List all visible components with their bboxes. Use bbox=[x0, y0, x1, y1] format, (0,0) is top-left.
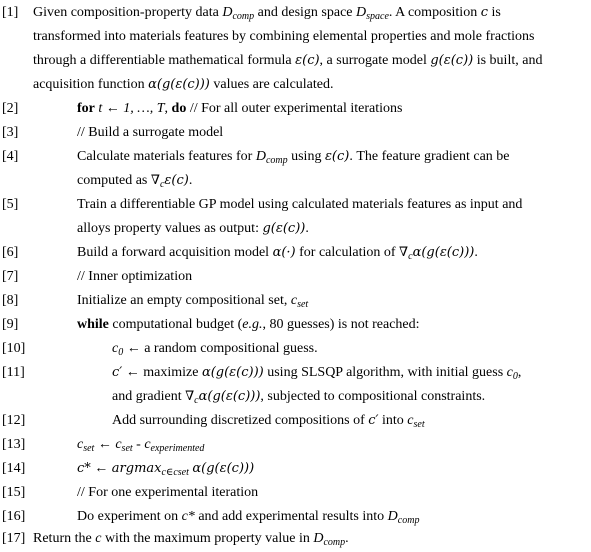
algorithm-line-17 bbox=[0, 528, 591, 552]
line-text: Initialize an empty compositional set, $c_{set}$ bbox=[77, 293, 309, 310]
line-number: [4] bbox=[2, 149, 19, 164]
line-text: $c_0$ ← a random compositional guess. bbox=[112, 341, 318, 358]
line-number: [6] bbox=[2, 245, 19, 260]
algorithm-line-3 bbox=[0, 122, 591, 146]
line-text: // Build a surrogate model bbox=[77, 125, 224, 140]
line-number: [7] bbox=[2, 269, 19, 284]
algorithm-line-15 bbox=[0, 482, 591, 506]
line-text: acquisition function α(g(ε(c))) values are calculated. bbox=[33, 77, 334, 92]
algorithm-line-10 bbox=[0, 338, 591, 362]
line-number: [10] bbox=[2, 341, 26, 356]
line-text: Build a forward acquisition model α(·) for calculation of $\nabla_c\alpha(g(\varepsilon(c)))$. bbox=[77, 245, 478, 262]
line-number: [5] bbox=[2, 197, 19, 212]
line-text: // Inner optimization bbox=[77, 269, 193, 284]
algorithm-line-5-cont bbox=[0, 218, 591, 242]
line-number: [16] bbox=[2, 509, 26, 524]
line-text: Train a differentiable GP model using calculated materials features as input and bbox=[77, 197, 523, 212]
algorithm-line-11 bbox=[0, 362, 591, 386]
line-number: [8] bbox=[2, 293, 19, 308]
line-number: [1] bbox=[2, 5, 19, 20]
algorithm-line-12 bbox=[0, 410, 591, 434]
algorithm-line-16 bbox=[0, 506, 591, 530]
line-text: // For one experimental iteration bbox=[77, 485, 259, 500]
line-text: while computational budget (e.g., 80 guesses) is not reached: bbox=[77, 317, 420, 332]
line-text: Return the c with the maximum property value in $D_{comp}$. bbox=[33, 531, 349, 548]
line-number: [12] bbox=[2, 413, 26, 428]
algorithm-line-2 bbox=[0, 98, 591, 122]
line-number: [13] bbox=[2, 437, 26, 452]
line-text: $c_{set}$ ← $c_{set} - c_{experimented}$ bbox=[77, 437, 205, 454]
line-number: [9] bbox=[2, 317, 19, 332]
algorithm-line-9 bbox=[0, 314, 591, 338]
algorithm-line-8 bbox=[0, 290, 591, 314]
line-text: alloys property values as output: g(ε(c)). bbox=[77, 221, 309, 236]
line-text: computed as $\nabla_c\varepsilon(c)$. bbox=[77, 173, 193, 190]
line-text: c* ← argmax$_{c\in cset}$ α(g(ε(c))) bbox=[77, 461, 255, 478]
line-number: [2] bbox=[2, 101, 19, 116]
line-text: through a differentiable mathematical formula ε(c), a surrogate model g(ε(c)) is built, and bbox=[33, 53, 543, 68]
line-text: c′ ← maximize α(g(ε(c))) using SLSQP algorithm, with initial guess $c_0$, bbox=[112, 365, 522, 382]
line-text: Do experiment on c* and add experimental results into $D_{comp}$ bbox=[77, 509, 420, 526]
algorithm-line-11-cont bbox=[0, 386, 591, 410]
line-text: and gradient $\nabla_c\alpha(g(\varepsilon(c)))$, subjected to compositional constraints. bbox=[112, 389, 486, 406]
algorithm-line-7 bbox=[0, 266, 591, 290]
algorithm-line-1-cont-b bbox=[0, 50, 591, 74]
algorithm-line-4 bbox=[0, 146, 591, 170]
algorithm-line-5 bbox=[0, 194, 591, 218]
line-number: [14] bbox=[2, 461, 26, 476]
line-text: Calculate materials features for $D_{comp}$ using ε(c). The feature gradient can be bbox=[77, 149, 510, 166]
algorithm-line-4-cont bbox=[0, 170, 591, 194]
algorithm-line-1 bbox=[0, 2, 591, 26]
algorithm-line-13 bbox=[0, 434, 591, 458]
algorithm-line-14 bbox=[0, 458, 591, 482]
line-number: [15] bbox=[2, 485, 26, 500]
algorithm-line-6 bbox=[0, 242, 591, 266]
line-text: Add surrounding discretized compositions of c′ into $c_{set}$ bbox=[112, 413, 425, 430]
line-number: [3] bbox=[2, 125, 19, 140]
line-number: [17] bbox=[2, 531, 26, 546]
algorithm-line-1-cont-a bbox=[0, 26, 591, 50]
line-text: Given composition-property data $D_{comp}$ and design space $D_{space}$. A composition c is bbox=[33, 5, 501, 22]
line-text: transformed into materials features by combining elemental properties and mole fractions bbox=[33, 29, 535, 44]
line-number: [11] bbox=[2, 365, 25, 380]
line-text: for t ← 1, …, T, do // For all outer experimental iterations bbox=[77, 101, 403, 116]
algorithm-line-1-cont-c bbox=[0, 74, 591, 98]
